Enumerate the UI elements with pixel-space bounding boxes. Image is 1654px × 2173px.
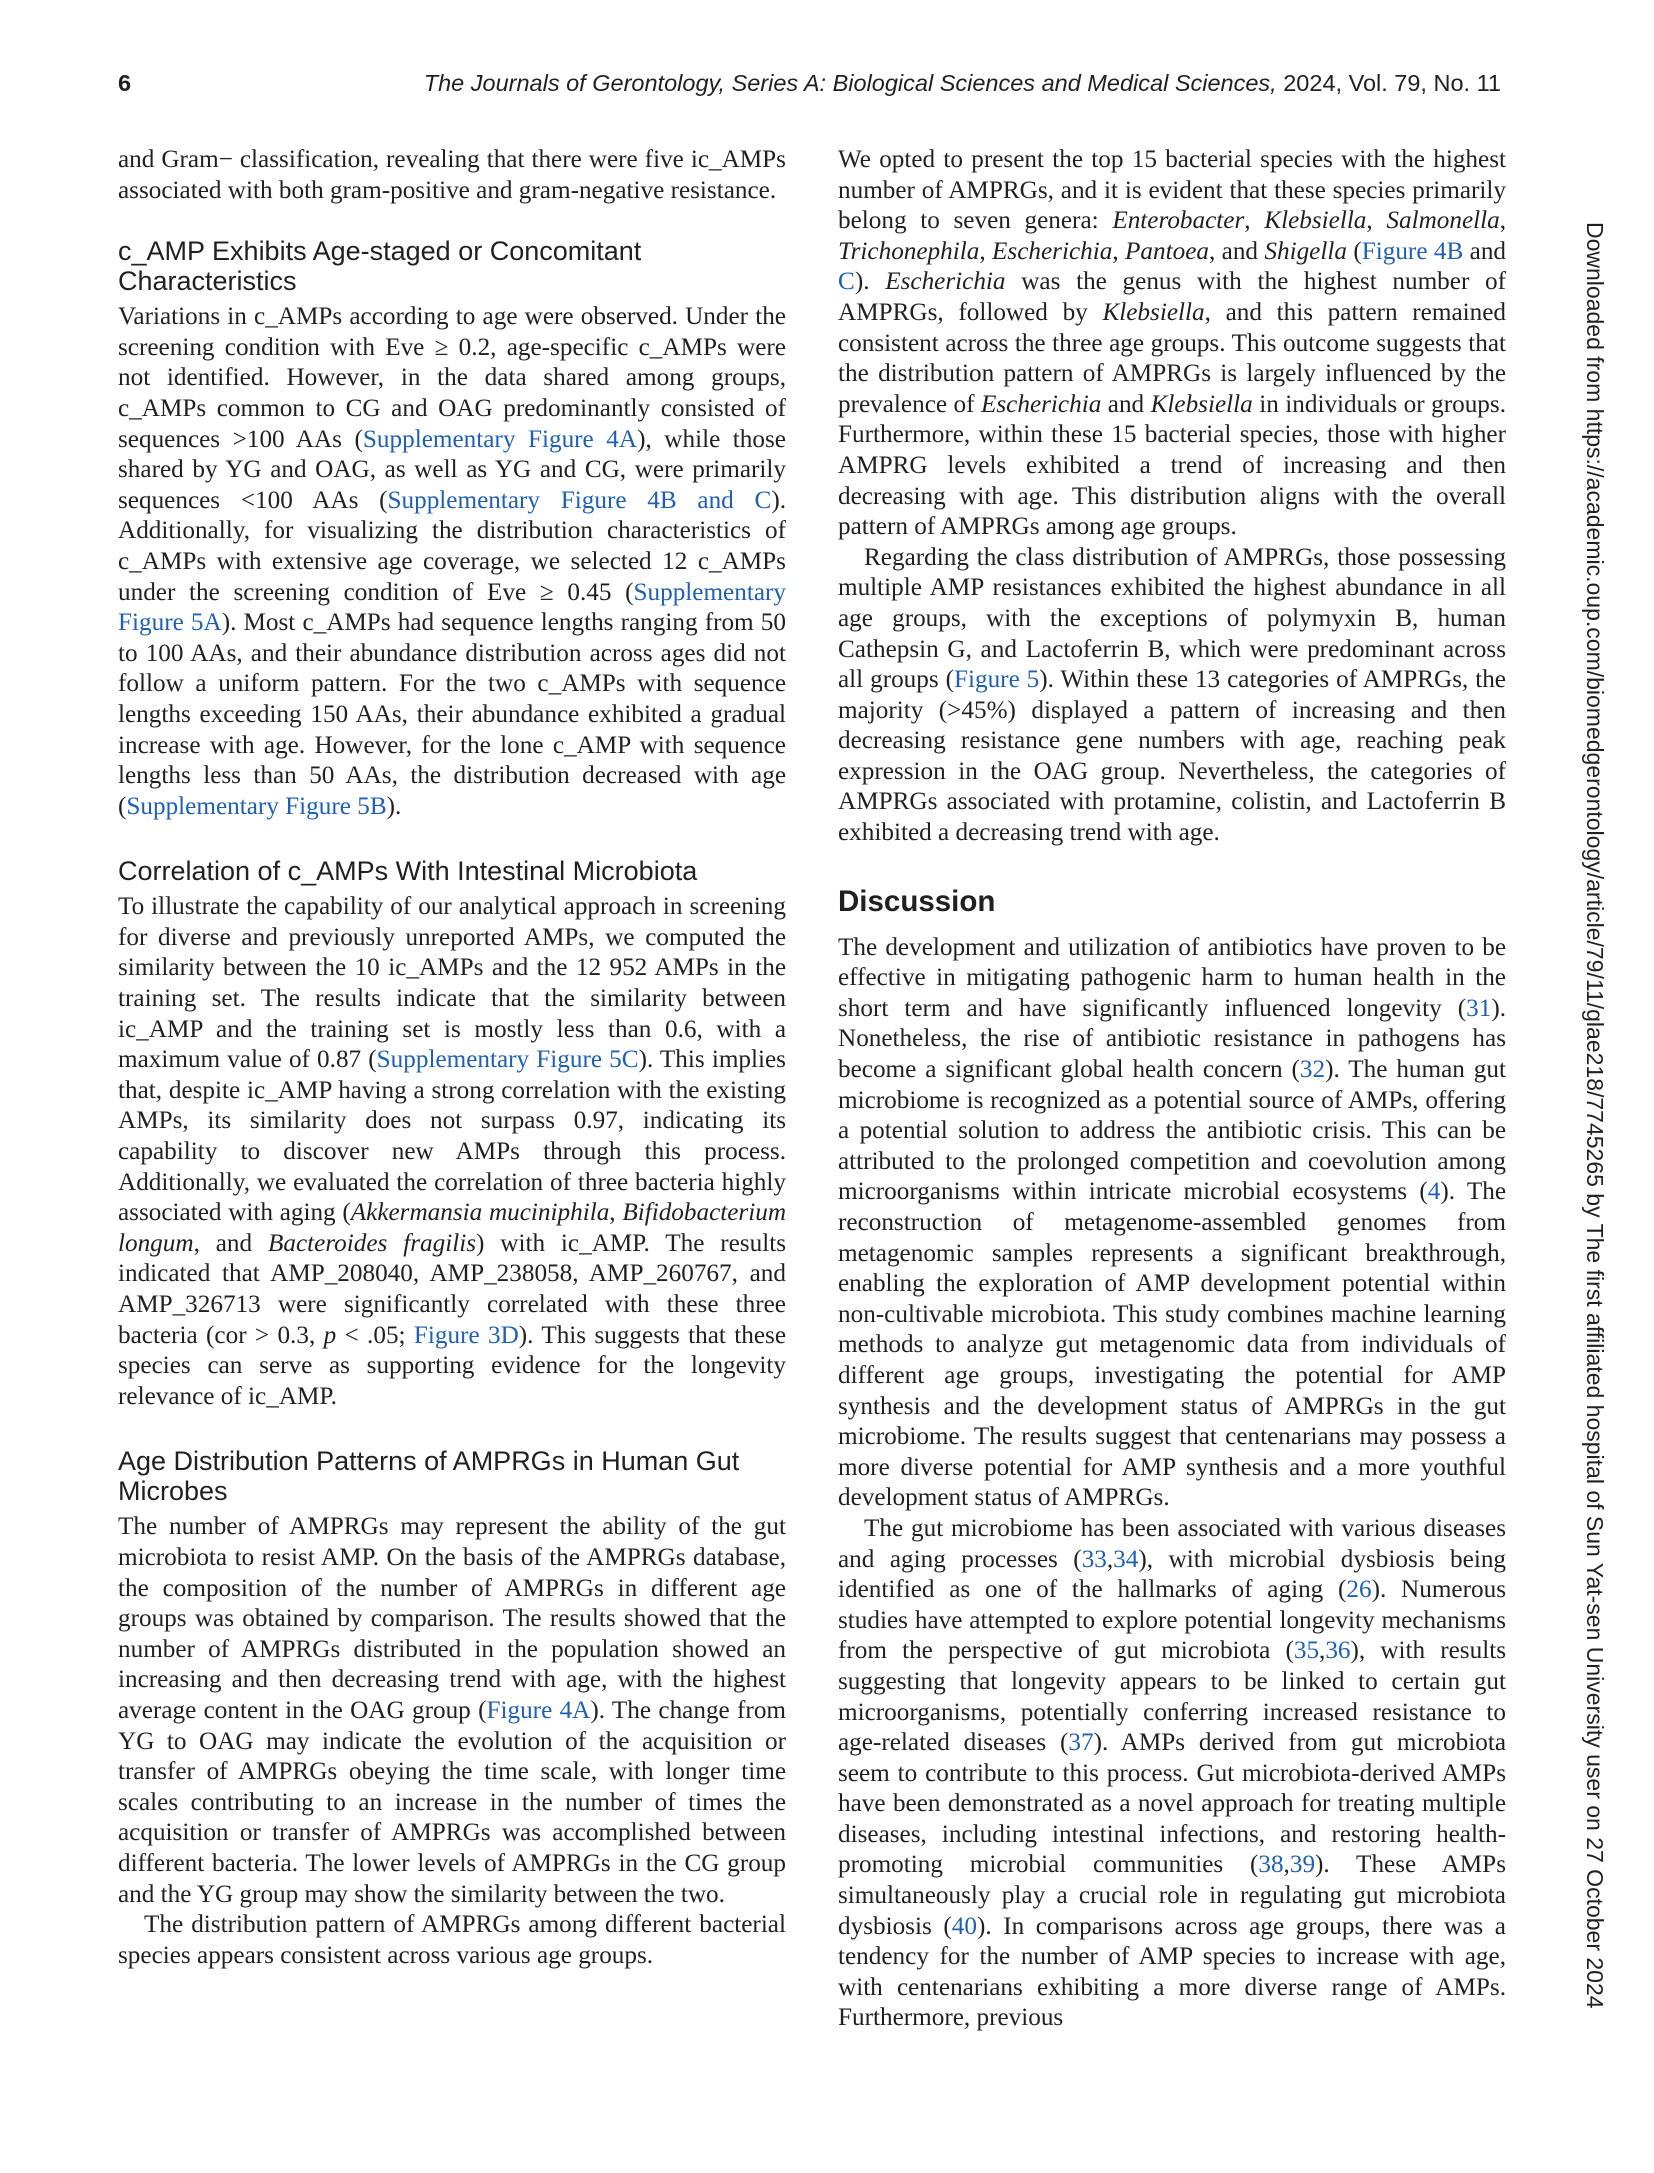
paragraph: The development and utilization of antibiotics have proven to be effective in mitigating pathogenic harm to human health in the short term and have significantly influenced longevity (31). Nonetheless, the rise of antibiotic resistance in pathogens has become a significant global health concern (32). The human gut microbiome is recognized as a potential source of AMPs, offering a potential solution to address the antibiotic crisis. This can be attributed to the prolonged competition and coevolution among microorganisms within intricate microbial ecosystems (4). The reconstruction of metagenome-assembled genomes from metagenomic samples represents a significant breakthrough, enabling the exploration of AMP development potential within non-cultivable microbiota. This study combines machine learning methods to analyze gut metagenomic data from individuals of different age groups, investigating the potential for AMP synthesis and the development status of AMPRGs in the gut microbiome. The results suggest that centenarians may possess a more diverse potential for AMP synthesis and a more youthful development status of AMPRGs.: [838, 933, 1506, 1512]
right-column: [838, 145, 1506, 2034]
paragraph: and Gram− classification, revealing that there were five ic_AMPs associated with both gram-positive and gram-negative resistance.: [118, 146, 786, 204]
figure-link[interactable]: Figure 5: [953, 666, 1040, 694]
citation-link[interactable]: 4: [1427, 1178, 1441, 1206]
section-heading-age-staged: c_AMP Exhibits Age-staged or Concomitant Characteristics: [118, 236, 642, 297]
journal-title: The Journals of Gerontology, Series A: Biological Sciences and Medical Sciences,: [423, 70, 1277, 96]
left-column: [118, 145, 786, 1971]
section-heading-discussion: Discussion: [838, 884, 996, 918]
download-notice-text: Downloaded from https://academic.oup.com/biomedgerontology/article/79/11/glae218/7745265 by The first affiliated hospital of Sun Yat-sen University user on 27 October 2024: [1582, 222, 1608, 2009]
paragraph: The gut microbiome has been associated with various diseases and aging processes (33,34), with microbial dysbiosis being identified as one of the hallmarks of aging (26). Numerous studies have attempted to explore potential longevity mechanisms from the perspective of gut microbiota (35,36), with results suggesting that longevity appears to be linked to certain gut microorganisms, potentially conferring increased resistance to age-related diseases (37). AMPs derived from gut microbiota seem to contribute to this process. Gut microbiota-derived AMPs have been demonstrated as a novel approach for treating multiple diseases, including intestinal infections, and restoring health-promoting microbial communities (38,39). These AMPs simultaneously play a crucial role in regulating gut microbiota dysbiosis (40). In comparisons across age groups, there was a tendency for the number of AMP species to increase with age, with centenarians exhibiting a more diverse range of AMPs. Furthermore, previous: [838, 1514, 1507, 2032]
paragraph: The distribution pattern of AMPRGs among different bacterial species appears consistent across various age groups.: [118, 1911, 786, 1969]
figure-link[interactable]: Figure 4A: [486, 1696, 591, 1724]
figure-link[interactable]: C: [838, 268, 855, 296]
paragraph: The number of AMPRGs may represent the ability of the gut microbiota to resist AMP. On the basis of the AMPRGs database, the composition of the number of AMPRGs in different age groups was obtained by comparison. The results showed that the number of AMPRGs distributed in the population showed an increasing and then decreasing trend with age, with the highest average content in the OAG group (Figure 4A). The change from YG to OAG may indicate the evolution of the acquisition or transfer of AMPRGs obeying the time scale, with longer time scales contributing to an increase in the number of times the acquisition or transfer of AMPRGs was accomplished between different bacteria. The lower levels of AMPRGs in the CG group and the YG group may show the similarity between the two.: [118, 1513, 787, 1908]
supplementary-figure-link[interactable]: Supplementary Figure 5B: [126, 792, 387, 820]
supplementary-figure-link[interactable]: Supplementary Figure 5C: [376, 1046, 639, 1074]
citation-link[interactable]: 26: [1346, 1576, 1372, 1604]
figure-link[interactable]: Figure 4B: [1361, 237, 1464, 265]
supplementary-figure-link[interactable]: Supplementary Figure 4B and C: [387, 486, 772, 514]
citation-link[interactable]: 33: [1081, 1545, 1107, 1573]
citation-link[interactable]: 32: [1299, 1056, 1326, 1084]
journal-volume: 2024, Vol. 79, No. 11: [1276, 70, 1501, 96]
citation-link[interactable]: 36: [1325, 1637, 1351, 1665]
supplementary-figure-link[interactable]: Supplementary Figure 4A: [362, 425, 638, 453]
citation-link[interactable]: 39: [1289, 1851, 1316, 1879]
citation-link[interactable]: 40: [951, 1912, 977, 1940]
download-notice-sidebar: [1578, 222, 1612, 2009]
page-number: 6: [118, 70, 132, 96]
paragraph: Variations in c_AMPs according to age were observed. Under the screening condition with Eve ≥ 0.2, age-specific c_AMPs were not identified. However, in the data shared among groups, c_AMPs common to CG and OAG predominantly consisted of sequences >100 AAs (Supplementary Figure 4A), while those shared by YG and OAG, as well as YG and CG, were primarily sequences <100 AAs (Supplementary Figure 4B and C). Additionally, for visualizing the distribution characteristics of c_AMPs with extensive age coverage, we selected 12 c_AMPs under the screening condition of Eve ≥ 0.45 (Supplementary Figure 5A). Most c_AMPs had sequence lengths ranging from 50 to 100 AAs, and their abundance distribution across ages did not follow a uniform pattern. For the two c_AMPs with sequence lengths exceeding 150 AAs, their abundance exhibited a gradual increase with age. However, for the lone c_AMP with sequence lengths less than 50 AAs, the distribution decreased with age (Supplementary Figure 5B).: [118, 303, 786, 820]
citation-link[interactable]: 37: [1068, 1729, 1094, 1757]
citation-link[interactable]: 34: [1113, 1545, 1139, 1573]
paragraph: We opted to present the top 15 bacterial species with the highest number of AMPRGs, and it is evident that these species primarily belong to seven genera: Enterobacter, Klebsiella, Salmonella, Trichonephila, Escherichia, Pantoea, and Shigella (Figure 4B and C). Escherichia was the genus with the highest number of AMPRGs, followed by Klebsiella, and this pattern remained consistent across the three age groups. This outcome suggests that the distribution pattern of AMPRGs is largely influenced by the prevalence of Escherichia and Klebsiella in individuals or groups. Furthermore, within these 15 bacterial species, those with higher AMPRG levels exhibited a trend of increasing and then decreasing with age. This distribution aligns with the overall pattern of AMPRGs among age groups.: [838, 146, 1507, 541]
supplementary-figure-link[interactable]: Supplementary Figure 5A: [118, 578, 786, 637]
citation-link[interactable]: 31: [1466, 994, 1492, 1022]
section-heading-age-distribution: Age Distribution Patterns of AMPRGs in Human Gut Microbes: [118, 1446, 740, 1507]
citation-link[interactable]: 35: [1293, 1637, 1320, 1665]
citation-link[interactable]: 38: [1258, 1851, 1284, 1879]
paragraph: Regarding the class distribution of AMPRGs, those possessing multiple AMP resistances exhibited the highest abundance in all age groups, with the exceptions of polymyxin B, human Cathepsin G, and Lactoferrin B, which were predominant across all groups (Figure 5). Within these 13 categories of AMPRGs, the majority (>45%) displayed a pattern of increasing and then decreasing resistance gene numbers with age, reaching peak expression in the OAG group. Nevertheless, the categories of AMPRGs associated with protamine, colistin, and Lactoferrin B exhibited a decreasing trend with age.: [838, 543, 1506, 847]
journal-header: [424, 70, 1501, 104]
figure-link[interactable]: Figure 3D: [413, 1321, 519, 1349]
paragraph: To illustrate the capability of our analytical approach in screening for diverse and previously unreported AMPs, we computed the similarity between the 10 ic_AMPs and the 12 952 AMPs in the training set. The results indicate that the similarity between ic_AMP and the training set is mostly less than 0.6, with a maximum value of 0.87 (Supplementary Figure 5C). This implies that, despite ic_AMP having a strong correlation with the existing AMPs, its similarity does not surpass 0.97, indicating its capability to discover new AMPs through this process. Additionally, we evaluated the correlation of three bacteria highly associated with aging (Akkermansia muciniphila, Bifidobacterium longum, and Bacteroides fragilis) with ic_AMP. The results indicated that AMP_208040, AMP_238058, AMP_260767, and AMP_326713 were significantly correlated with these three bacteria (cor > 0.3, p < .05; Figure 3D). This suggests that these species can serve as supporting evidence for the longevity relevance of ic_AMP.: [118, 893, 787, 1410]
section-heading-correlation: Correlation of c_AMPs With Intestinal Microbiota: [118, 856, 698, 887]
